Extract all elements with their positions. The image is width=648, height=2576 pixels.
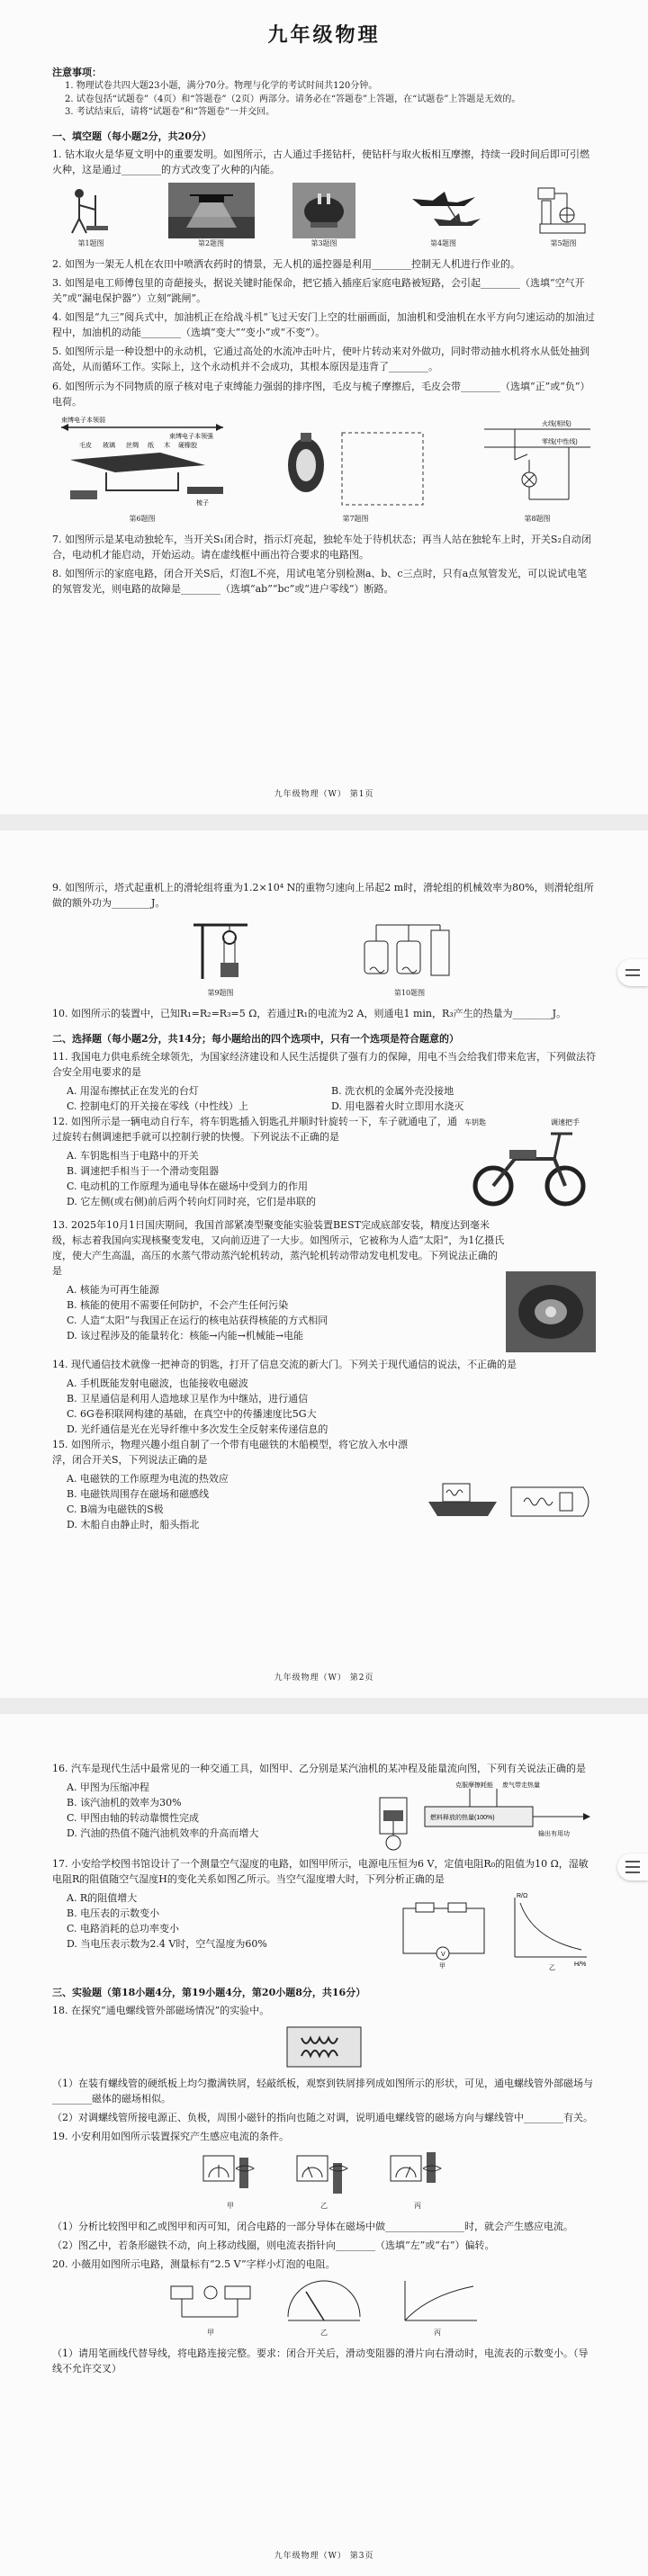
figure-q6: [52, 415, 232, 525]
q17-ylabel: R/Ω: [517, 1893, 528, 1900]
q16-option-a[interactable]: A. 甲图为压缩冲程: [67, 1782, 149, 1794]
figure-label: 第9题图: [207, 989, 234, 998]
q8-live-wire: 火线(相线): [542, 420, 572, 427]
q12-option-d[interactable]: D. 它左侧(或右侧)前后两个转向灯同时亮，它们是串联的: [67, 1196, 317, 1207]
q17-sub-jia: 甲: [439, 1963, 446, 1970]
figure-q2: [168, 183, 255, 249]
q11-option-d[interactable]: D. 用电器着火时立即用水浇灭: [331, 1100, 464, 1112]
figure-row-9-10: [52, 916, 596, 999]
figure-label: 第10题图: [393, 989, 426, 998]
figure-q16: [371, 1780, 596, 1856]
figure-q19-b: [288, 2150, 360, 2212]
question-19: 19. 小安利用如图所示装置探究产生感应电流的条件。: [52, 2131, 289, 2143]
q14-option-a[interactable]: A. 手机既能发射电磁波，也能接收电磁波: [67, 1377, 248, 1389]
figure-q1: [52, 183, 130, 249]
q16-energy-input: 燃料释放的热量(100%): [430, 1815, 495, 1822]
figure-q18: [52, 2022, 596, 2072]
q6-label: 硬橡胶: [178, 442, 197, 449]
figure-q8: [479, 415, 596, 525]
floating-menu-button[interactable]: [617, 1853, 648, 1880]
question-5: 5. 如图所示是一种设想中的永动机，它通过高处的水流冲击叶片，使叶片转动来对外做功，同时带动抽水机将水从低处抽到高处，从而循环工作。实际上，这个永动机并不会成功，其根本原因是违背了________。: [52, 346, 590, 373]
q11-options-row: [52, 1083, 596, 1099]
figure-q20-row: [52, 2277, 596, 2338]
question-1: 1. 钻木取火是华夏文明中的重要发明。如图所示，古人通过手搓钻杆，使钻杆与取火板相互摩擦，持续一段时间后即可引燃火种，这是通过________的方式改变了火种的内能。: [52, 148, 590, 175]
section-fill-in: 一、填空题（每小题2分，共20分）: [52, 130, 212, 142]
q13-option-b[interactable]: B. 核能的使用不需要任何防护，不会产生任何污染: [67, 1299, 289, 1312]
question-3: 3. 如图是电工师傅包里的奇葩接头，据说关键时能保命，把它插入插座后家庭电路被短路，会引起________（选填“空气开关”或“漏电保护器”）立刻“跳闸”。: [52, 277, 585, 305]
figure-label: 第4题图: [429, 238, 457, 247]
notice-item: 2. 试卷包括“试题卷”（4页）和“答题卷”（2页）两部分。请务必在“答题卷”上答题，在“试题卷”上答题是无效的。: [65, 94, 521, 104]
question-15: 15. 如图所示，物理兴趣小组自制了一个带有电磁铁的木船模型，将它放入水中漂浮，闭合开关S，下列说法正确的是: [52, 1439, 408, 1467]
q11-option-b[interactable]: B. 洗衣机的金属外壳没接地: [331, 1084, 454, 1097]
question-14: 14. 现代通信技术就像一把神奇的钥匙，打开了信息交流的新大门。下列关于现代通信的说法，不正确的是: [52, 1358, 517, 1370]
q12-option-b[interactable]: B. 调速把手相当于一个滑动变阻器: [67, 1164, 220, 1177]
q6-label: 纸: [148, 442, 154, 449]
figure-q12-ebike: [461, 1114, 596, 1217]
floating-menu-button[interactable]: [617, 959, 648, 986]
q6-label: 丝绸: [126, 442, 139, 449]
q17-sub-yi: 乙: [549, 1965, 555, 1972]
question-8: 8. 如图所示的家庭电路，闭合开关S后，灯泡L不亮，用试电笔分别检测a、b、c三点时，只有a点氖管发光，可以说试电笔的氖管发光，则电路的故障是________（选填“ab”“bc”或“进户零线”）断路。: [52, 568, 588, 596]
figure-q20-c: [392, 2277, 482, 2338]
question-18: 18. 在探究“通电螺线管外部磁场情况”的实验中。: [52, 2005, 270, 2017]
question-20: 20. 小薇用如图所示电路，测量标有“2.5 V”字样小灯泡的电阻。: [52, 2258, 336, 2270]
figure-label: 第1题图: [77, 238, 104, 247]
q11-option-c[interactable]: C. 控制电灯的开关接在零线（中性线）上: [67, 1100, 249, 1112]
q14-option-c[interactable]: C. 6G卷积联网构建的基础，在真空中的传播速度比5G大: [67, 1408, 317, 1420]
question-12-block: [52, 1114, 596, 1217]
figure-label: 乙: [320, 2201, 328, 2210]
figure-label: 第2题图: [197, 238, 225, 247]
question-7: 7. 如图所示是某电动独轮车，当开关S₁闭合时，指示灯亮起，独轮车处于待机状态；再当人站在独轮车上时，开关S₂自动闭合，电动机才能启动，开始运动。请在虚线框中画出符合要求的电路图。: [52, 533, 591, 561]
q15-option-a[interactable]: A. 电磁铁的工作原理为电流的热效应: [67, 1473, 229, 1485]
q6-label-strong: 束缚电子本领强: [169, 433, 213, 440]
q12-option-c[interactable]: C. 电动机的工作原理为通电导体在磁场中受到力的作用: [67, 1180, 309, 1192]
q13-option-a[interactable]: A. 核能为可再生能源: [67, 1284, 159, 1296]
q17-option-a[interactable]: A. R的阻值增大: [67, 1892, 138, 1905]
question-13: 13. 2025年10月1日国庆期间，我国首部紧凑型聚变能实验装置BEST完成底部安装，精度达到毫米级，标志着我国向实现核聚变发电，又向前迈进了一大步。如图所示，它被称为人造“太阳”，为1亿摄氏度，使大产生高温，高压的水蒸气带动蒸汽轮机转动，蒸汽轮机转动带动发电机发电。下列说法正确的是: [52, 1218, 505, 1277]
exam-page-3: [0, 1714, 648, 2576]
q11-options-row: [52, 1099, 596, 1114]
figure-label: 丙: [434, 2329, 441, 2338]
question-11: 11. 我国电力供电系统全球领先，为国家经济建设和人民生活提供了强有力的保障，用电不当会给我们带来危害，下列做法符合安全用电要求的是: [52, 1050, 596, 1078]
q16-energy-exhaust: 废气带走热量: [502, 1782, 540, 1790]
q6-label: 毛皮: [79, 442, 92, 449]
figure-q4: [394, 183, 493, 249]
figure-label: 乙: [320, 2329, 328, 2338]
q17-xlabel: H/%: [574, 1961, 587, 1969]
q14-option-d[interactable]: D. 光纤通信是光在光导纤维中多次发生全反射来传递信息的: [67, 1423, 328, 1436]
notice-item: 3. 考试结束后，请将“试题卷”和“答题卷”一并交回。: [65, 107, 275, 118]
q8-neutral-wire: 零线(中性线): [542, 438, 578, 445]
figure-q5: [531, 183, 596, 249]
figure-q10: [356, 916, 464, 999]
section-choice: 二、选择题（每小题2分，共14分；每小题给出的四个选项中，只有一个选项是符合题意的）: [52, 1032, 459, 1045]
exam-page-1: [0, 0, 648, 814]
figure-q15-boat: [425, 1437, 596, 1533]
figure-label: 丙: [414, 2201, 421, 2210]
q13-option-d[interactable]: D. 该过程涉及的能量转化：核能→内能→机械能→电能: [67, 1330, 304, 1342]
q12-handle-label: 调速把手: [551, 1117, 580, 1126]
question-20-part-1: （1）请用笔画线代替导线，将电路连接完整。要求：闭合开关后，滑动变阻器的滑片向右滑动时，电流表的示数变小。（导线不允许交叉）: [52, 2347, 589, 2375]
figure-label: 第8题图: [524, 514, 551, 523]
question-16: 16. 汽车是现代生活中最常见的一种交通工具，如图甲、乙分别是某汽油机的某冲程及能量流向图，下列有关说法正确的是: [52, 1763, 586, 1774]
figure-label: 第5题图: [550, 238, 577, 247]
q6-label: 玻璃: [103, 442, 115, 449]
q14-option-b[interactable]: B. 卫星通信是利用人造地球卫星作为中继站，进行通信: [67, 1392, 309, 1405]
exam-title: 九年级物理: [267, 23, 381, 47]
question-2: 2. 如图为一架无人机在农田中喷洒农药时的情景，无人机的遥控器是利用________控制无人机进行作业的。: [52, 258, 520, 271]
q17-option-c[interactable]: C. 电路消耗的总功率变小: [67, 1923, 180, 1935]
figure-q13-fusion: [506, 1217, 596, 1357]
q16-energy-useful: 输出有用功: [538, 1831, 570, 1838]
question-15-block: [52, 1437, 596, 1533]
notice-heading: 注意事项：: [52, 67, 102, 79]
figure-q17: [398, 1890, 596, 1976]
page-gap: [0, 1698, 648, 1714]
question-18-part-2: （2）对调螺线管所接电源正、负极，周围小磁针的指向也随之对调，说明通电螺线管的磁场方向与螺线管中________有关。: [52, 2112, 593, 2124]
q16-option-c[interactable]: C. 甲图由轴的转动靠惯性完成: [67, 1812, 200, 1825]
question-18-part-1: （1）在装有螺线管的硬纸板上均匀撒满铁屑，轻敲纸板，观察到铁屑排列成如图所示的形状，可见，通电螺线管外部磁场与________磁体的磁场相似。: [52, 2078, 593, 2105]
page-gap: [0, 814, 648, 830]
question-17: 17. 小安给学校图书馆设计了一个测量空气湿度的电路，如图甲所示，电源电压恒为6 V，定值电阻R₀的阻值为10 Ω，湿敏电阻R的阻值随空气湿度H的变化关系如图乙所示。当空气湿度增大时，下列分析正确的是: [52, 1858, 589, 1886]
question-17-block: [52, 1890, 596, 1976]
page-footer: 九年级物理（W） 第2页: [274, 1674, 374, 1683]
exam-page-2: [0, 830, 648, 1698]
q15-option-d[interactable]: D. 木船自由静止时，船头指北: [67, 1519, 200, 1531]
section-experiment: 三、实验题（第18小题4分，第19小题4分，第20小题8分，共16分）: [52, 1987, 366, 1999]
figure-q20-b: [279, 2277, 369, 2338]
q12-key-label: 车钥匙: [464, 1117, 486, 1126]
figure-row-6-8: [52, 415, 596, 525]
figure-q19-c: [382, 2150, 454, 2212]
figure-label: 甲: [227, 2201, 234, 2210]
figure-q7: [279, 415, 432, 525]
notice-item: 1. 物理试卷共四大题23小题，满分70分。物理与化学的考试时间共120分钟。: [65, 81, 378, 92]
figure-q20-a: [166, 2277, 256, 2338]
figure-q19-a: [194, 2150, 266, 2212]
q6-label: 木: [164, 442, 170, 449]
q15-option-b[interactable]: B. 电磁铁周围存在磁场和磁感线: [67, 1488, 210, 1501]
q6-label-weak: 束缚电子本领弱: [61, 417, 105, 424]
q13-option-c[interactable]: C. 人造“太阳”与我国正在运行的核电站获得核能的方式相同: [67, 1315, 328, 1327]
question-16-block: [52, 1780, 596, 1856]
question-6: 6. 如图所示为不同物质的原子核对电子束缚能力强弱的排序图，毛皮与梳子摩擦后，毛皮会带________（选填“正”或“负”）电荷。: [52, 380, 590, 408]
q16-option-d[interactable]: D. 汽油的热值不随汽油机效率的升高而增大: [67, 1827, 259, 1840]
question-19-part-2: （2）图乙中，若条形磁铁不动，向上移动线圈，则电流表指针向________（选填“左”或“右”）偏转。: [52, 2239, 495, 2251]
q12-option-a[interactable]: A. 车钥匙相当于电路中的开关: [67, 1149, 199, 1162]
page-footer: 九年级物理（W） 第3页: [274, 2552, 374, 2562]
q17-option-b[interactable]: B. 电压表的示数变小: [67, 1907, 160, 1920]
figure-label: 甲: [207, 2329, 214, 2338]
figure-label: 第6题图: [129, 514, 156, 523]
question-9: 9. 如图所示，塔式起重机上的滑轮组将重为1.2×10⁴ N的重物匀速向上吊起2 m时，滑轮组的机械效率为80%，则滑轮组所做的额外功为________J。: [52, 882, 594, 910]
q16-option-b[interactable]: B. 该汽油机的效率为30%: [67, 1797, 182, 1809]
figure-q19-row: [52, 2150, 596, 2212]
q6-label-comb: 梳子: [196, 499, 209, 507]
q16-energy-friction: 克服摩擦耗能: [455, 1782, 493, 1790]
question-12: 12. 如图所示是一辆电动自行车，将车钥匙插入钥匙孔并顺时针旋转一下，车子就通电了，通过旋转右侧调速把手就可以控制行驶的快慢。下列说法不正确的是: [52, 1115, 457, 1143]
page-footer: 九年级物理（W） 第1页: [274, 790, 374, 800]
question-19-part-1: （1）分析比较图甲和乙或图甲和丙可知，闭合电路的一部分导体在磁场中做________________时，就会产生感应电流。: [52, 2220, 573, 2232]
q15-option-c[interactable]: C. B端为电磁铁的S极: [67, 1503, 164, 1516]
q11-option-a[interactable]: A. 用湿布擦拭正在发光的台灯: [67, 1084, 199, 1097]
svg-text:V: V: [441, 1952, 446, 1959]
figure-row-1-5: [52, 183, 596, 249]
figure-label: 第7题图: [342, 514, 369, 523]
question-13-block: [52, 1217, 596, 1357]
figure-q3: [292, 183, 356, 249]
question-4: 4. 如图是“九三”阅兵式中，加油机正在给战斗机“飞过天安门上空的壮丽画面，加油机和受油机在水平方向匀速运动的加油过程中，加油机的动能________（选填“变大”“变小”或“不变”）。: [52, 311, 595, 339]
figure-label: 第3题图: [310, 238, 338, 247]
q17-option-d[interactable]: D. 当电压表示数为2.4 V时，空气湿度为60%: [67, 1938, 267, 1951]
question-10: 10. 如图所示的装置中，已知R₁=R₂=R₃=5 Ω，若通过R₁的电流为2 A，则通电1 min，R₃产生的热量为________J。: [52, 1008, 567, 1020]
figure-q9: [184, 916, 256, 999]
